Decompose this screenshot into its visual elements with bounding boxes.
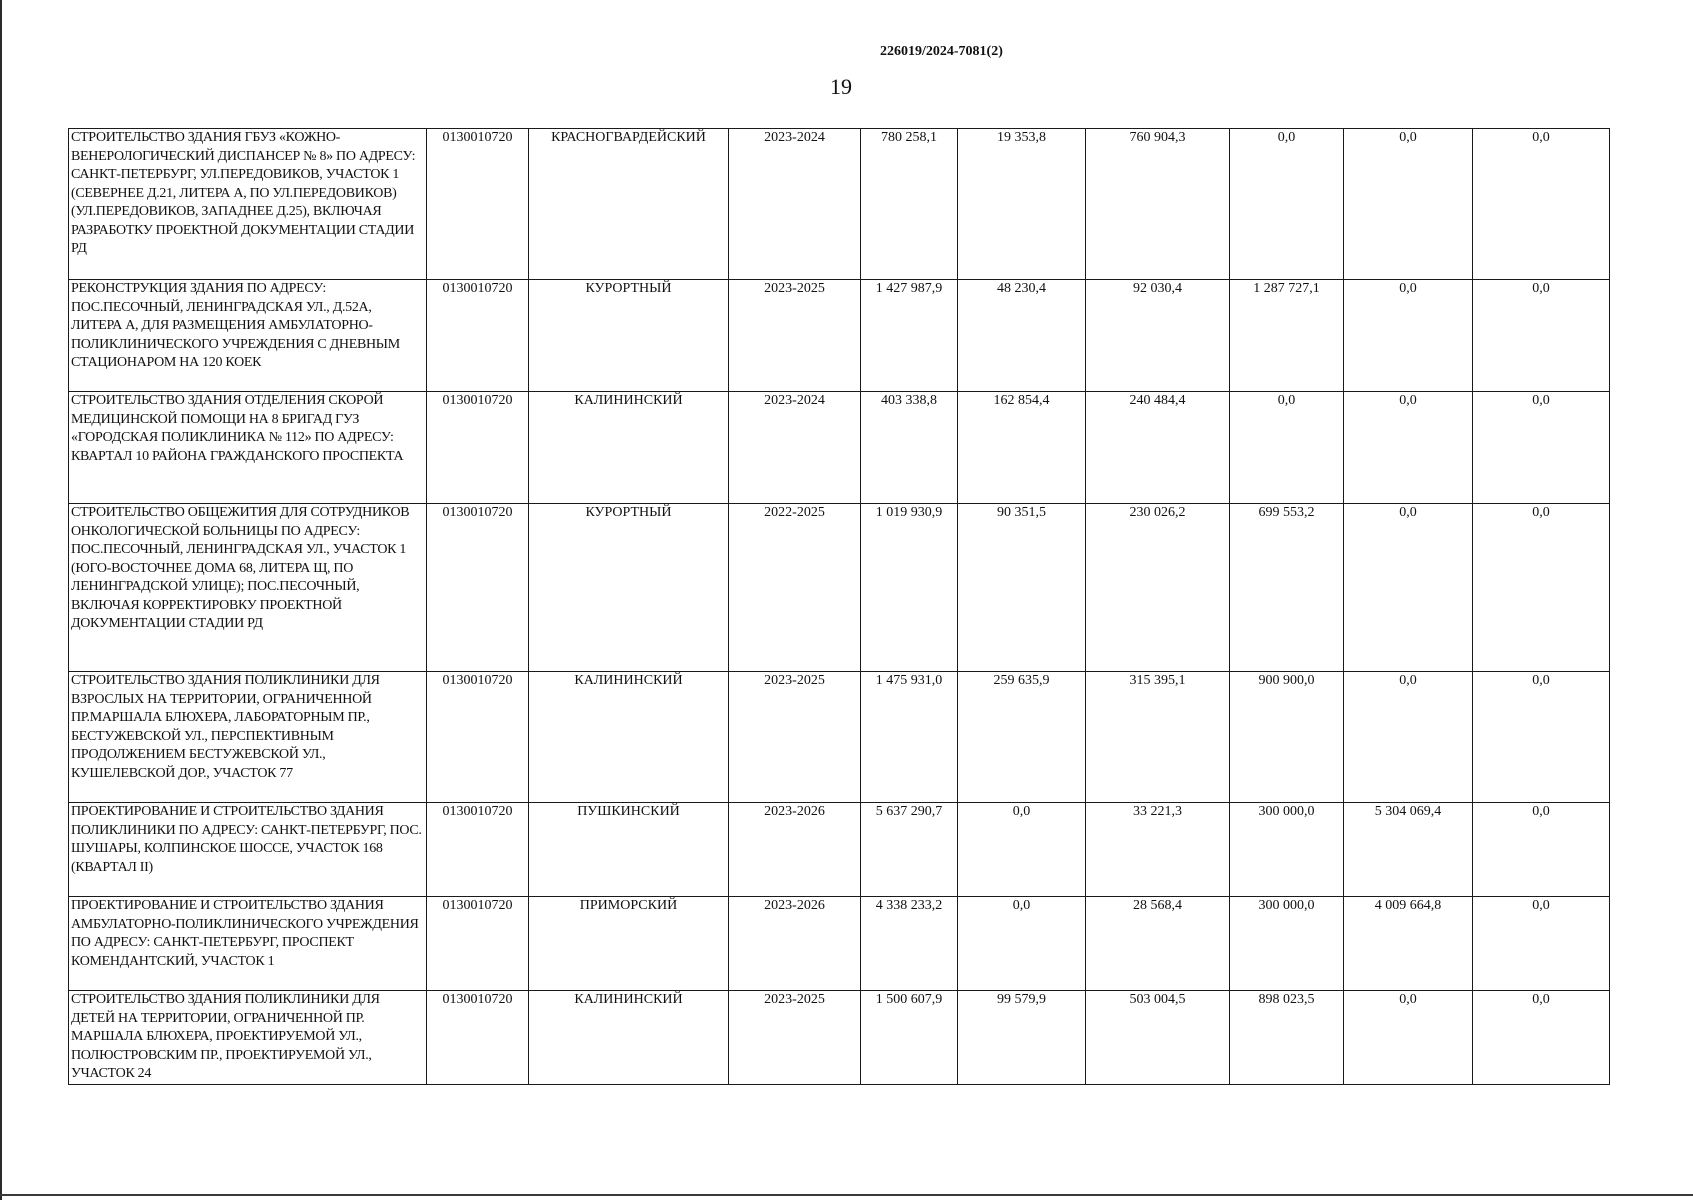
total-cell: 1 019 930,9 bbox=[861, 504, 958, 672]
value-cell: 300 000,0 bbox=[1230, 803, 1344, 897]
total-cell: 403 338,8 bbox=[861, 392, 958, 504]
period-cell: 2023-2025 bbox=[729, 280, 861, 392]
table-row bbox=[69, 803, 1610, 897]
value-cell: 5 304 069,4 bbox=[1344, 803, 1473, 897]
code-cell: 0130010720 bbox=[427, 129, 529, 280]
value-cell: 259 635,9 bbox=[958, 672, 1086, 803]
object-name-cell: СТРОИТЕЛЬСТВО ЗДАНИЯ ПОЛИКЛИНИКИ ДЛЯ ВЗРОСЛЫХ НА ТЕРРИТОРИИ, ОГРАНИЧЕННОЙ ПР.МАРШАЛА БЛЮХЕРА, ЛАБОРАТОРНЫМ ПР., БЕСТУЖЕВСКОЙ УЛ., ПЕРСПЕКТИВНЫМ ПРОДОЛЖЕНИЕМ БЕСТУЖЕВСКОЙ УЛ., КУШЕЛЕВСКОЙ ДОР., УЧАСТОК 77 bbox=[69, 672, 427, 803]
district-cell: ПРИМОРСКИЙ bbox=[529, 897, 729, 991]
value-cell: 0,0 bbox=[1473, 280, 1610, 392]
district-cell: КАЛИНИНСКИЙ bbox=[529, 672, 729, 803]
table-row bbox=[69, 897, 1610, 991]
value-cell: 28 568,4 bbox=[1086, 897, 1230, 991]
total-cell: 4 338 233,2 bbox=[861, 897, 958, 991]
value-cell: 0,0 bbox=[1344, 280, 1473, 392]
district-cell: ПУШКИНСКИЙ bbox=[529, 803, 729, 897]
object-name-cell: ПРОЕКТИРОВАНИЕ И СТРОИТЕЛЬСТВО ЗДАНИЯ ПОЛИКЛИНИКИ ПО АДРЕСУ: САНКТ-ПЕТЕРБУРГ, ПОС. ШУШАРЫ, КОЛПИНСКОЕ ШОССЕ, УЧАСТОК 168 (КВАРТАЛ II) bbox=[69, 803, 427, 897]
code-cell: 0130010720 bbox=[427, 504, 529, 672]
period-cell: 2022-2025 bbox=[729, 504, 861, 672]
total-cell: 780 258,1 bbox=[861, 129, 958, 280]
value-cell: 0,0 bbox=[1473, 897, 1610, 991]
value-cell: 0,0 bbox=[1473, 672, 1610, 803]
object-name-cell: ПРОЕКТИРОВАНИЕ И СТРОИТЕЛЬСТВО ЗДАНИЯ АМБУЛАТОРНО-ПОЛИКЛИНИЧЕСКОГО УЧРЕЖДЕНИЯ ПО АДРЕСУ: САНКТ-ПЕТЕРБУРГ, ПРОСПЕКТ КОМЕНДАНТСКИЙ, УЧАСТОК 1 bbox=[69, 897, 427, 991]
district-cell: КУРОРТНЫЙ bbox=[529, 504, 729, 672]
total-cell: 5 637 290,7 bbox=[861, 803, 958, 897]
district-cell: КРАСНОГВАРДЕЙСКИЙ bbox=[529, 129, 729, 280]
value-cell: 503 004,5 bbox=[1086, 991, 1230, 1085]
code-cell: 0130010720 bbox=[427, 897, 529, 991]
object-name-cell: СТРОИТЕЛЬСТВО ОБЩЕЖИТИЯ ДЛЯ СОТРУДНИКОВ ОНКОЛОГИЧЕСКОЙ БОЛЬНИЦЫ ПО АДРЕСУ: ПОС.ПЕСОЧНЫЙ, ЛЕНИНГРАДСКАЯ УЛ., УЧАСТОК 1 (ЮГО-ВОСТОЧНЕЕ ДОМА 68, ЛИТЕРА Щ, ПО ЛЕНИНГРАДСКОЙ УЛИЦЕ); ПОС.ПЕСОЧНЫЙ, ВКЛЮЧАЯ КОРРЕКТИРОВКУ ПРОЕКТНОЙ ДОКУМЕНТАЦИИ СТАДИИ РД bbox=[69, 504, 427, 672]
period-cell: 2023-2026 bbox=[729, 897, 861, 991]
period-cell: 2023-2024 bbox=[729, 129, 861, 280]
value-cell: 0,0 bbox=[1344, 504, 1473, 672]
period-cell: 2023-2024 bbox=[729, 392, 861, 504]
object-name-cell: СТРОИТЕЛЬСТВО ЗДАНИЯ ОТДЕЛЕНИЯ СКОРОЙ МЕДИЦИНСКОЙ ПОМОЩИ НА 8 БРИГАД ГУЗ «ГОРОДСКАЯ ПОЛИКЛИНИКА № 112» ПО АДРЕСУ: КВАРТАЛ 10 РАЙОНА ГРАЖДАНСКОГО ПРОСПЕКТА bbox=[69, 392, 427, 504]
total-cell: 1 475 931,0 bbox=[861, 672, 958, 803]
value-cell: 0,0 bbox=[1473, 991, 1610, 1085]
value-cell: 48 230,4 bbox=[958, 280, 1086, 392]
value-cell: 900 900,0 bbox=[1230, 672, 1344, 803]
table-row bbox=[69, 280, 1610, 392]
table-row bbox=[69, 672, 1610, 803]
value-cell: 0,0 bbox=[1344, 991, 1473, 1085]
value-cell: 699 553,2 bbox=[1230, 504, 1344, 672]
value-cell: 0,0 bbox=[1230, 392, 1344, 504]
table-row bbox=[69, 129, 1610, 280]
value-cell: 162 854,4 bbox=[958, 392, 1086, 504]
value-cell: 760 904,3 bbox=[1086, 129, 1230, 280]
period-cell: 2023-2026 bbox=[729, 803, 861, 897]
code-cell: 0130010720 bbox=[427, 991, 529, 1085]
value-cell: 0,0 bbox=[1473, 129, 1610, 280]
value-cell: 0,0 bbox=[958, 803, 1086, 897]
table-row bbox=[69, 392, 1610, 504]
value-cell: 230 026,2 bbox=[1086, 504, 1230, 672]
total-cell: 1 500 607,9 bbox=[861, 991, 958, 1085]
value-cell: 0,0 bbox=[958, 897, 1086, 991]
value-cell: 0,0 bbox=[1473, 504, 1610, 672]
value-cell: 0,0 bbox=[1344, 392, 1473, 504]
district-cell: КАЛИНИНСКИЙ bbox=[529, 991, 729, 1085]
object-name-cell: СТРОИТЕЛЬСТВО ЗДАНИЯ ПОЛИКЛИНИКИ ДЛЯ ДЕТЕЙ НА ТЕРРИТОРИИ, ОГРАНИЧЕННОЙ ПР. МАРШАЛА БЛЮХЕРА, ПРОЕКТИРУЕМОЙ УЛ., ПОЛЮСТРОВСКИМ ПР., ПРОЕКТИРУЕМОЙ УЛ., УЧАСТОК 24 bbox=[69, 991, 427, 1085]
page-number: 19 bbox=[830, 74, 852, 99]
value-cell: 33 221,3 bbox=[1086, 803, 1230, 897]
period-cell: 2023-2025 bbox=[729, 991, 861, 1085]
district-cell: КАЛИНИНСКИЙ bbox=[529, 392, 729, 504]
value-cell: 240 484,4 bbox=[1086, 392, 1230, 504]
value-cell: 0,0 bbox=[1344, 672, 1473, 803]
value-cell: 0,0 bbox=[1344, 129, 1473, 280]
code-cell: 0130010720 bbox=[427, 672, 529, 803]
value-cell: 898 023,5 bbox=[1230, 991, 1344, 1085]
value-cell: 19 353,8 bbox=[958, 129, 1086, 280]
table-row bbox=[69, 504, 1610, 672]
scan-left-edge bbox=[0, 0, 2, 1200]
document-number: 226019/2024-7081(2) bbox=[880, 44, 1003, 59]
value-cell: 300 000,0 bbox=[1230, 897, 1344, 991]
value-cell: 4 009 664,8 bbox=[1344, 897, 1473, 991]
code-cell: 0130010720 bbox=[427, 280, 529, 392]
scan-bottom-rule bbox=[0, 1194, 1693, 1196]
value-cell: 99 579,9 bbox=[958, 991, 1086, 1085]
total-cell: 1 427 987,9 bbox=[861, 280, 958, 392]
value-cell: 0,0 bbox=[1473, 803, 1610, 897]
value-cell: 0,0 bbox=[1230, 129, 1344, 280]
value-cell: 90 351,5 bbox=[958, 504, 1086, 672]
code-cell: 0130010720 bbox=[427, 803, 529, 897]
object-name-cell: СТРОИТЕЛЬСТВО ЗДАНИЯ ГБУЗ «КОЖНО-ВЕНЕРОЛОГИЧЕСКИЙ ДИСПАНСЕР № 8» ПО АДРЕСУ: САНКТ-ПЕТЕРБУРГ, УЛ.ПЕРЕДОВИКОВ, УЧАСТОК 1 (СЕВЕРНЕЕ Д.21, ЛИТЕРА А, ПО УЛ.ПЕРЕДОВИКОВ) (УЛ.ПЕРЕДОВИКОВ, ЗАПАДНЕЕ Д.25), ВКЛЮЧАЯ РАЗРАБОТКУ ПРОЕКТНОЙ ДОКУМЕНТАЦИИ СТАДИИ РД bbox=[69, 129, 427, 280]
investment-objects-table bbox=[68, 128, 1610, 1085]
district-cell: КУРОРТНЫЙ bbox=[529, 280, 729, 392]
value-cell: 315 395,1 bbox=[1086, 672, 1230, 803]
table-row bbox=[69, 991, 1610, 1085]
period-cell: 2023-2025 bbox=[729, 672, 861, 803]
object-name-cell: РЕКОНСТРУКЦИЯ ЗДАНИЯ ПО АДРЕСУ: ПОС.ПЕСОЧНЫЙ, ЛЕНИНГРАДСКАЯ УЛ., Д.52А, ЛИТЕРА А, ДЛЯ РАЗМЕЩЕНИЯ АМБУЛАТОРНО-ПОЛИКЛИНИЧЕСКОГО УЧРЕЖДЕНИЯ С ДНЕВНЫМ СТАЦИОНАРОМ НА 120 КОЕК bbox=[69, 280, 427, 392]
value-cell: 0,0 bbox=[1473, 392, 1610, 504]
value-cell: 1 287 727,1 bbox=[1230, 280, 1344, 392]
code-cell: 0130010720 bbox=[427, 392, 529, 504]
value-cell: 92 030,4 bbox=[1086, 280, 1230, 392]
